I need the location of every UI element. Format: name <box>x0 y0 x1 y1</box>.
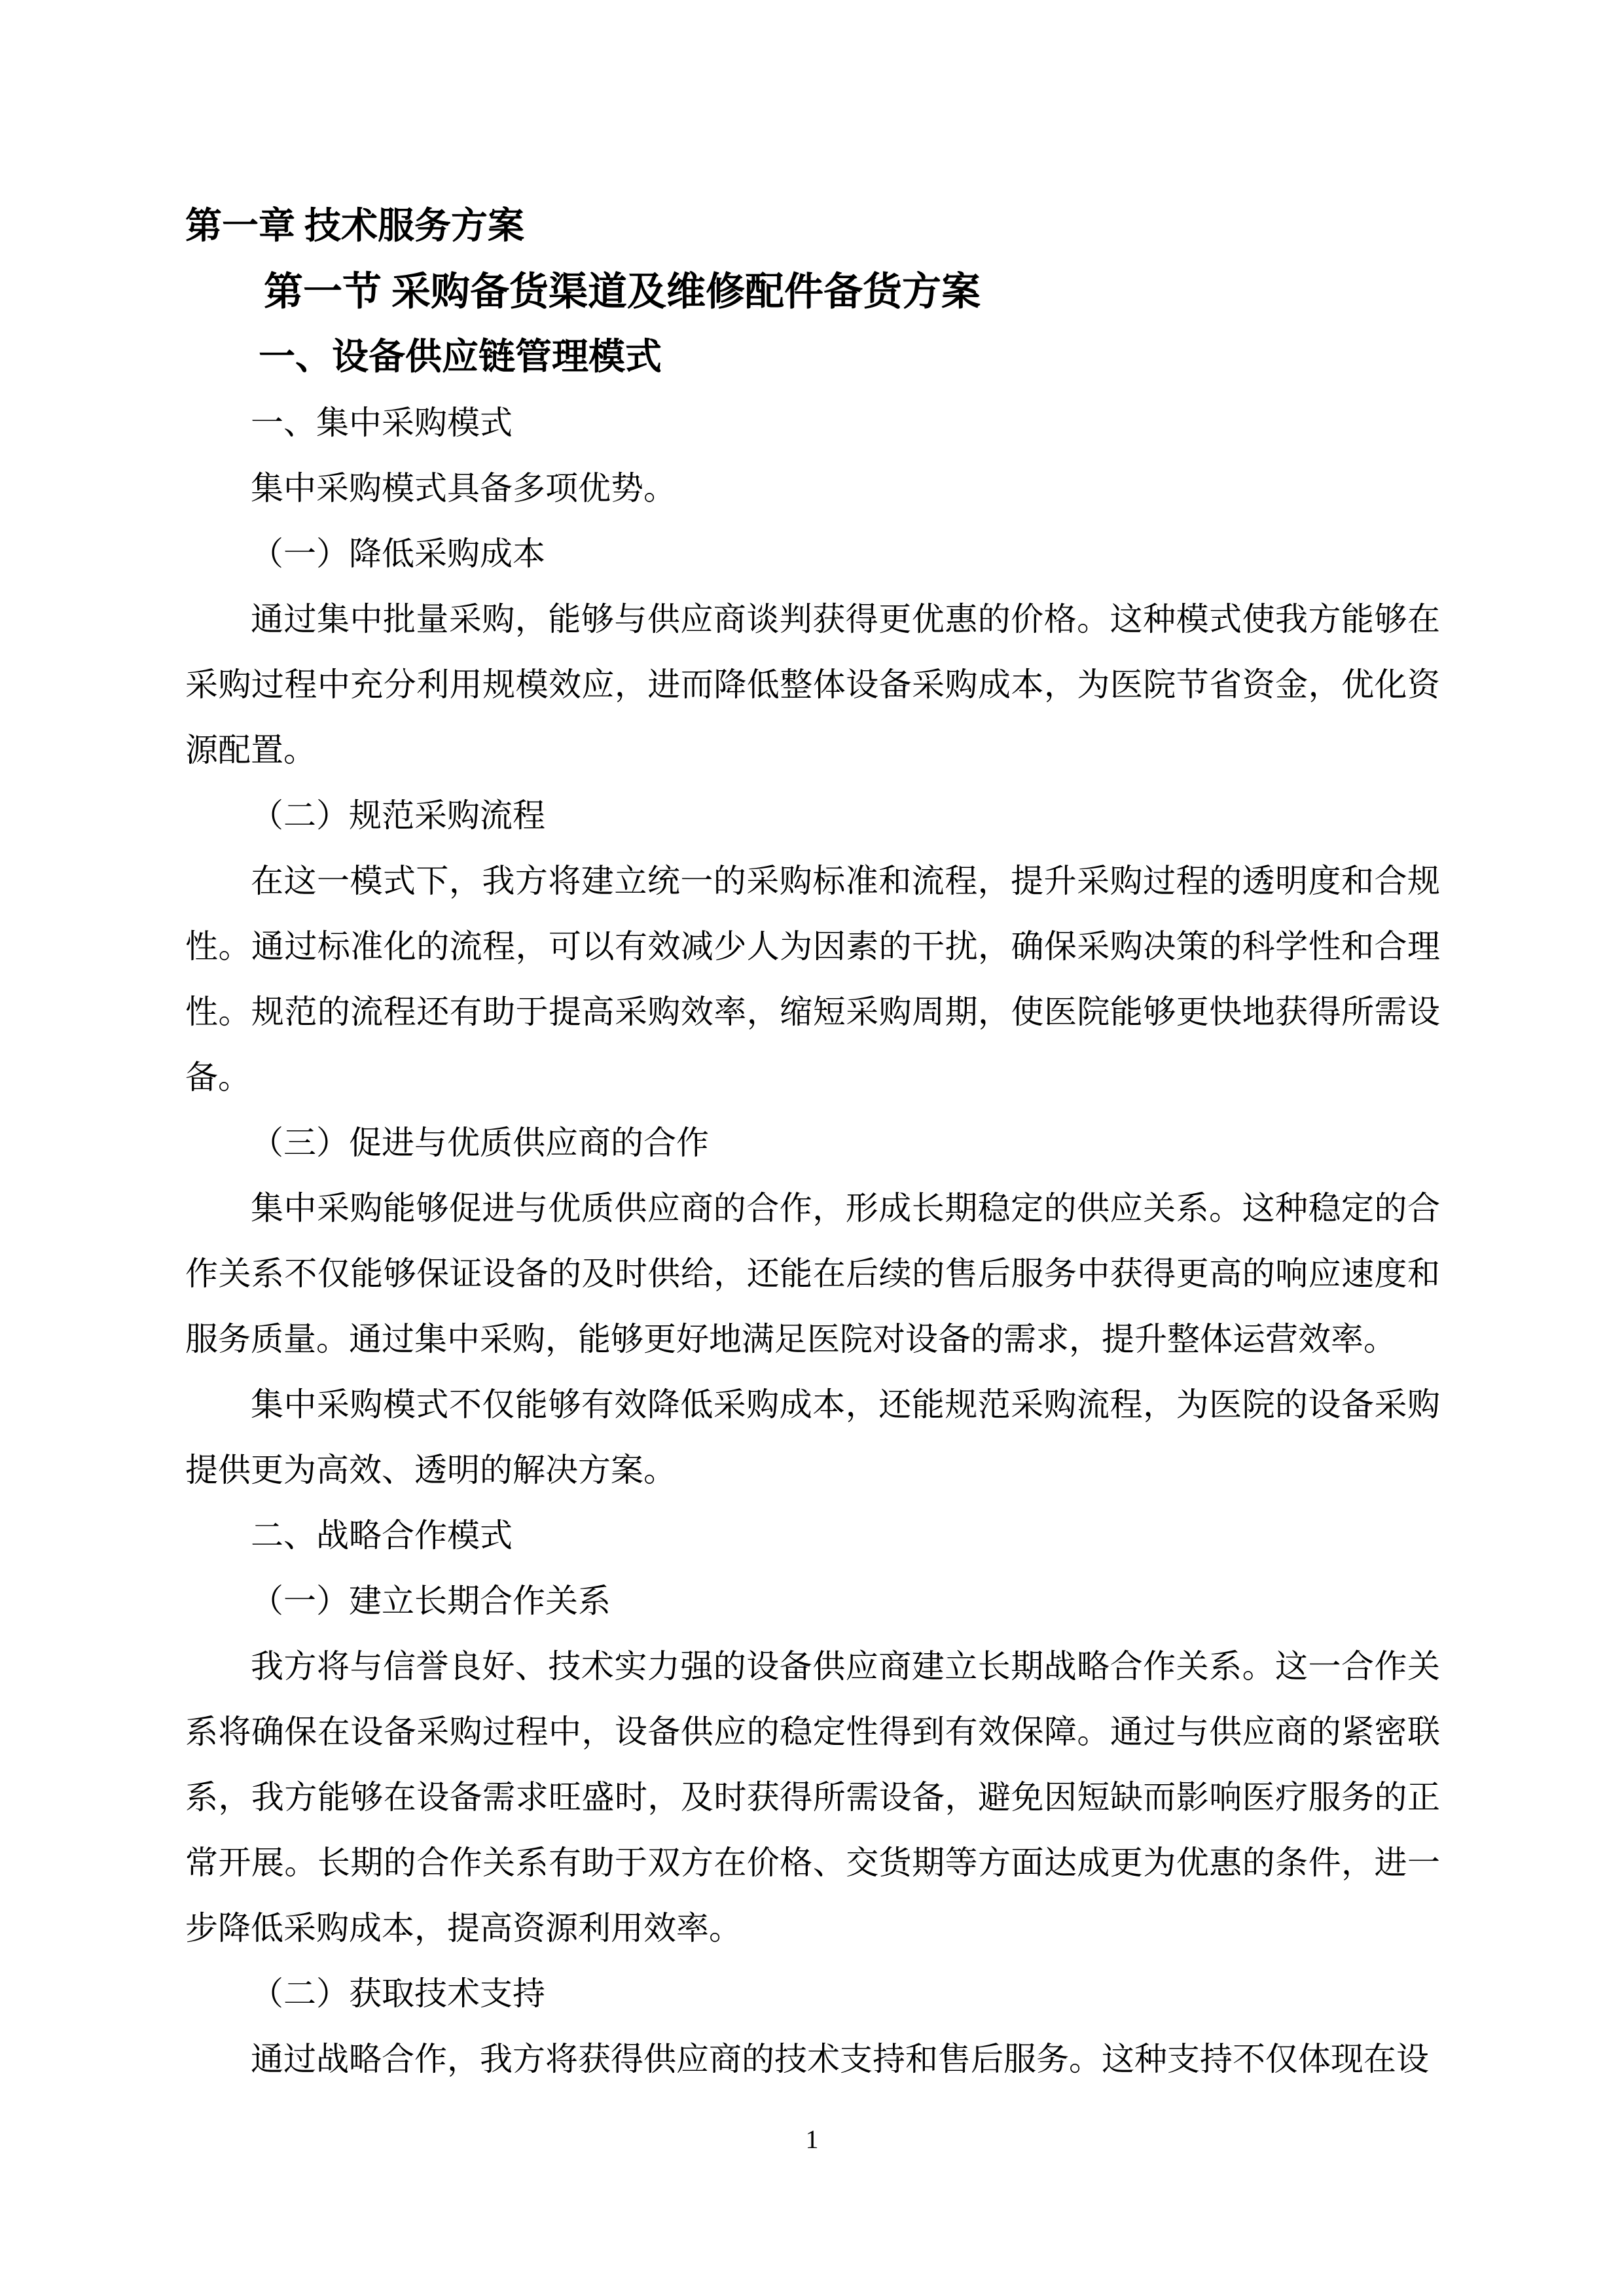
list-heading: （一）降低采购成本 <box>251 535 545 572</box>
list-heading: （一）建立长期合作关系 <box>251 1583 611 1619</box>
paragraph: 我方将与信誉良好、技术实力强的设备供应商建立长期战略合作关系。这一合作关系将确保在设备采购过程中，设备供应的稳定性得到有效保障。通过与供应商的紧密联系，我方能够在设备需求旺盛时，及时获得所需设备，避免因短缺而影响医疗服务的正常开展。长期的合作关系有助于双方在价格、交货期等方面达成更为优惠的条件，进一步降低采购成本，提高资源利用效率。 <box>185 1648 1440 1946</box>
paragraph: 在这一模式下，我方将建立统一的采购标准和流程，提升采购过程的透明度和合规性。通过标准化的流程，可以有效减少人为因素的干扰，确保采购决策的科学性和合理性。规范的流程还有助于提高采购效率，缩短采购周期，使医院能够更快地获得所需设备。 <box>185 863 1440 1096</box>
paragraph: 集中采购能够促进与优质供应商的合作，形成长期稳定的供应关系。这种稳定的合作关系不仅能够保证设备的及时供给，还能在后续的售后服务中获得更高的响应速度和服务质量。通过集中采购，能够更好地满足医院对设备的需求，提升整体运营效率。 <box>185 1190 1440 1357</box>
page-footer <box>0 2123 1624 2156</box>
section-heading: 第一节 采购备货渠道及维修配件备货方案 <box>264 270 981 314</box>
list-heading: 二、战略合作模式 <box>251 1517 513 1554</box>
paragraph: 集中采购模式不仅能够有效降低采购成本，还能规范采购流程，为医院的设备采购提供更为高效、透明的解决方案。 <box>185 1386 1440 1488</box>
list-heading: 一、集中采购模式 <box>251 404 513 441</box>
document-body <box>185 194 1440 2092</box>
list-heading: （二）规范采购流程 <box>251 797 545 834</box>
paragraph: 集中采购模式具备多项优势。 <box>251 470 676 507</box>
chapter-heading: 第一章 技术服务方案 <box>185 206 524 247</box>
subsection-heading: 一、设备供应链管理模式 <box>259 337 662 378</box>
page-number: 1 <box>805 2125 819 2154</box>
list-heading: （二）获取技术支持 <box>251 1975 545 2012</box>
paragraph: 通过集中批量采购，能够与供应商谈判获得更优惠的价格。这种模式使我方能够在采购过程中充分利用规模效应，进而降低整体设备采购成本，为医院节省资金，优化资源配置。 <box>185 601 1440 768</box>
paragraph: 通过战略合作，我方将获得供应商的技术支持和售后服务。这种支持不仅体现在设 <box>251 2041 1429 2077</box>
list-heading: （三）促进与优质供应商的合作 <box>251 1124 709 1161</box>
